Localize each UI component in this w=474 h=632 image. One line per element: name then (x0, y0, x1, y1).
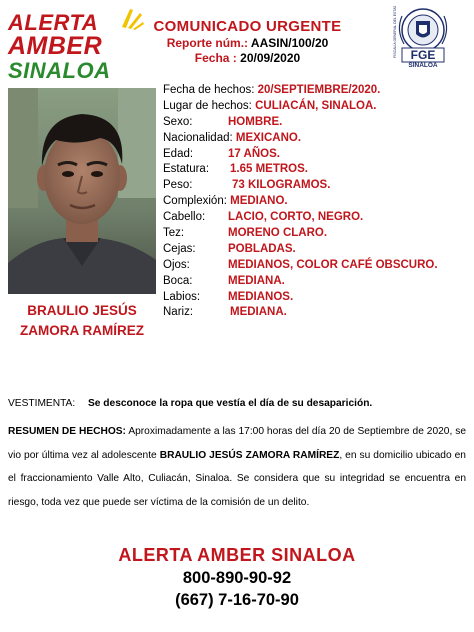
detail-label: Peso: (163, 179, 193, 192)
detail-row-labios (163, 290, 468, 306)
alerta-amber-logo (8, 10, 138, 82)
detail-value: MEXICANO. (235, 131, 302, 144)
detail-label: Labios: (163, 290, 201, 303)
detail-value: HOMBRE. (228, 115, 283, 128)
report-number-value: AASIN/100/20 (250, 36, 329, 50)
detail-row-nariz (163, 305, 468, 321)
shield-icon (390, 6, 456, 68)
footer-contact (0, 543, 474, 611)
clothing-section (8, 398, 468, 409)
detail-value: MORENO CLARO. (228, 227, 328, 240)
detail-label: Tez: (163, 227, 185, 240)
detail-value: CULIACÁN, SINALOA. (255, 99, 377, 112)
logo-line-amber: AMBER (8, 32, 103, 60)
detail-value: POBLADAS. (228, 242, 296, 255)
seal-acronym: FGE (410, 48, 436, 62)
detail-label: Boca: (163, 274, 193, 287)
detail-label: Fecha de hechos: (163, 84, 255, 96)
detail-row-tez (163, 226, 468, 242)
detail-value: 20/SEPTIEMBRE/2020. (257, 84, 381, 96)
detail-row-cejas (163, 242, 468, 258)
report-date-value: 20/09/2020 (240, 51, 301, 65)
detail-label: Cabello: (163, 211, 206, 224)
detail-row-sexo (163, 115, 468, 131)
name-line-2: ZAMORA RAMÍREZ (20, 323, 144, 338)
detail-label: Nariz: (163, 306, 194, 319)
detail-label: Cejas: (163, 242, 196, 255)
missing-person-name (4, 301, 160, 341)
detail-value: MEDIANOS, COLOR CAFÉ OBSCURO. (228, 258, 438, 271)
summary-text-after: , en su domicilio ubicado en el fraccionamiento Valle Alto, Culiacán, Sinaloa. Se considera que su integridad se encuentra en riesgo, toda vez que puede ser víctima de la comisión de un delito. (8, 449, 466, 508)
header (140, 18, 355, 65)
person-portrait-image (8, 88, 156, 294)
detail-label: Nacionalidad: (163, 131, 233, 144)
detail-row-ojos (163, 258, 468, 274)
page-title: COMUNICADO URGENTE (153, 18, 342, 35)
phone-number-2[interactable]: (667) 7-16-70-90 (175, 591, 299, 609)
summary-label: RESUMEN DE HECHOS: (8, 426, 126, 437)
detail-value: 1.65 METROS. (230, 163, 308, 176)
clothing-label: VESTIMENTA: (8, 398, 76, 409)
phone-number-1[interactable]: 800-890-90-92 (182, 569, 292, 587)
detail-value: 17 AÑOS. (228, 147, 280, 160)
report-date-label: Fecha : (194, 51, 237, 65)
detail-label: Lugar de hechos: (163, 99, 252, 112)
report-date (140, 51, 355, 65)
detail-row-cabello (163, 210, 468, 226)
detail-label: Ojos: (163, 258, 190, 271)
detail-row-lugar-hechos (163, 99, 468, 115)
logo-line-sinaloa: SINALOA (8, 58, 111, 83)
summary-text-before: Aproximadamente a las 17:00 horas del día 20 de Septiembre de 2020, se vio por última vez al adolescente (8, 426, 466, 461)
person-details (163, 83, 468, 321)
detail-row-edad (163, 147, 468, 163)
seal-caption: FISCALÍA GENERAL DEL ESTADO (393, 6, 397, 58)
detail-row-nacionalidad (163, 131, 468, 147)
detail-row-estatura (163, 162, 468, 178)
detail-value: MEDIANOS. (228, 290, 294, 303)
detail-label: Sexo: (163, 115, 193, 128)
detail-label: Edad: (163, 147, 194, 160)
detail-row-peso (163, 178, 468, 194)
clothing-value: Se desconoce la ropa que vestía el día de su desaparición. (88, 398, 373, 409)
logo-line-alerta: ALERTA (8, 10, 99, 35)
name-line-1: BRAULIO JESÚS (27, 303, 137, 318)
detail-label: Complexión: (163, 195, 227, 208)
seal-state: SINALOA (408, 62, 438, 68)
detail-row-complexion (163, 194, 468, 210)
detail-value: MEDIANA. (228, 274, 285, 287)
detail-value: MEDIANO. (230, 195, 288, 208)
incident-summary (8, 420, 466, 514)
report-number-label: Reporte núm.: (166, 36, 249, 50)
detail-value: MEDIANA. (230, 306, 287, 319)
detail-value: LACIO, CORTO, NEGRO. (228, 211, 364, 224)
detail-row-boca (163, 274, 468, 290)
footer-title: ALERTA AMBER SINALOA (118, 545, 356, 565)
detail-row-fecha-hechos (163, 83, 468, 99)
summary-name: BRAULIO JESÚS ZAMORA RAMÍREZ (159, 449, 340, 461)
missing-person-photo (8, 88, 156, 294)
detail-label: Estatura: (163, 163, 210, 176)
report-number (140, 36, 355, 50)
fge-seal-logo (390, 6, 456, 68)
detail-value: 73 KILOGRAMOS. (232, 179, 331, 192)
